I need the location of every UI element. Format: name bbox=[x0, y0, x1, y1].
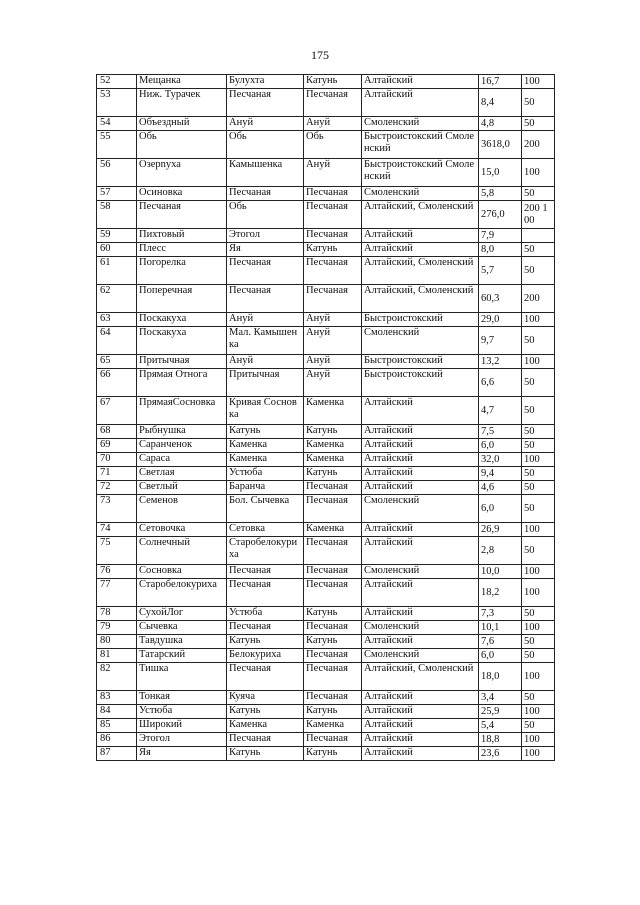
river-name-cell: Погорелка bbox=[137, 257, 227, 285]
row-number-cell: 57 bbox=[97, 187, 137, 201]
table-row bbox=[97, 649, 555, 663]
zone-width-cell: 50 bbox=[522, 425, 555, 439]
row-number-cell: 71 bbox=[97, 467, 137, 481]
flows-into-cell: Обь bbox=[227, 131, 304, 159]
length-km-cell: 4,6 bbox=[479, 481, 522, 495]
flows-into-cell: Песчаная bbox=[227, 89, 304, 117]
table-row bbox=[97, 243, 555, 257]
basin-river-cell: Ануй bbox=[304, 159, 362, 187]
basin-river-cell: Песчаная bbox=[304, 229, 362, 243]
zone-width-cell: 100 bbox=[522, 621, 555, 635]
district-cell: Алтайский bbox=[362, 467, 479, 481]
river-name-cell: Этогол bbox=[137, 733, 227, 747]
basin-river-cell: Песчаная bbox=[304, 649, 362, 663]
flows-into-cell: Каменка bbox=[227, 439, 304, 453]
flows-into-cell: Притычная bbox=[227, 369, 304, 397]
river-name-cell: Песчаная bbox=[137, 201, 227, 229]
row-number-cell: 67 bbox=[97, 397, 137, 425]
flows-into-cell: Каменка bbox=[227, 453, 304, 467]
row-number-cell: 62 bbox=[97, 285, 137, 313]
row-number-cell: 83 bbox=[97, 691, 137, 705]
basin-river-cell: Песчаная bbox=[304, 537, 362, 565]
row-number-cell: 86 bbox=[97, 733, 137, 747]
basin-river-cell: Катунь bbox=[304, 467, 362, 481]
table-row bbox=[97, 257, 555, 285]
zone-width-cell: 50 bbox=[522, 397, 555, 425]
river-name-cell: Семенов bbox=[137, 495, 227, 523]
district-cell: Алтайский, Смоленский bbox=[362, 257, 479, 285]
table-row bbox=[97, 733, 555, 747]
district-cell: Алтайский, Смоленский bbox=[362, 285, 479, 313]
district-cell: Алтайский bbox=[362, 229, 479, 243]
zone-width-cell: 100 bbox=[522, 453, 555, 467]
table-row bbox=[97, 635, 555, 649]
flows-into-cell: Баранча bbox=[227, 481, 304, 495]
district-cell: Алтайский bbox=[362, 537, 479, 565]
flows-into-cell: Камышенка bbox=[227, 159, 304, 187]
flows-into-cell: Обь bbox=[227, 201, 304, 229]
row-number-cell: 63 bbox=[97, 313, 137, 327]
district-cell: Алтайский bbox=[362, 397, 479, 425]
zone-width-cell: 50 bbox=[522, 369, 555, 397]
zone-width-cell: 50 bbox=[522, 607, 555, 621]
river-name-cell: Татарский bbox=[137, 649, 227, 663]
river-name-cell: Притычная bbox=[137, 355, 227, 369]
basin-river-cell: Ануй bbox=[304, 117, 362, 131]
length-km-cell: 18,2 bbox=[479, 579, 522, 607]
length-km-cell: 16,7 bbox=[479, 75, 522, 89]
row-number-cell: 53 bbox=[97, 89, 137, 117]
row-number-cell: 56 bbox=[97, 159, 137, 187]
table-row bbox=[97, 187, 555, 201]
district-cell: Алтайский bbox=[362, 481, 479, 495]
river-name-cell: Старобелокуриха bbox=[137, 579, 227, 607]
row-number-cell: 79 bbox=[97, 621, 137, 635]
district-cell: Быстроистокский bbox=[362, 355, 479, 369]
row-number-cell: 78 bbox=[97, 607, 137, 621]
row-number-cell: 55 bbox=[97, 131, 137, 159]
table-row bbox=[97, 201, 555, 229]
basin-river-cell: Песчаная bbox=[304, 285, 362, 313]
river-name-cell: Сычевка bbox=[137, 621, 227, 635]
zone-width-cell: 100 bbox=[522, 705, 555, 719]
river-name-cell: Рыбнушка bbox=[137, 425, 227, 439]
length-km-cell: 2,8 bbox=[479, 537, 522, 565]
district-cell: Алтайский bbox=[362, 733, 479, 747]
zone-width-cell: 50 bbox=[522, 439, 555, 453]
table-row bbox=[97, 313, 555, 327]
row-number-cell: 61 bbox=[97, 257, 137, 285]
district-cell: Смоленский bbox=[362, 327, 479, 355]
flows-into-cell: Катунь bbox=[227, 705, 304, 719]
flows-into-cell: Кривая Сосновка bbox=[227, 397, 304, 425]
district-cell: Алтайский bbox=[362, 579, 479, 607]
river-name-cell: Осиновка bbox=[137, 187, 227, 201]
river-name-cell: Светлый bbox=[137, 481, 227, 495]
basin-river-cell: Катунь bbox=[304, 243, 362, 257]
row-number-cell: 73 bbox=[97, 495, 137, 523]
river-name-cell: Сараса bbox=[137, 453, 227, 467]
length-km-cell: 15,0 bbox=[479, 159, 522, 187]
table-row bbox=[97, 719, 555, 733]
river-name-cell: Устюба bbox=[137, 705, 227, 719]
flows-into-cell: Песчаная bbox=[227, 621, 304, 635]
zone-width-cell: 50 bbox=[522, 327, 555, 355]
zone-width-cell: 50 bbox=[522, 495, 555, 523]
length-km-cell: 6,0 bbox=[479, 439, 522, 453]
row-number-cell: 66 bbox=[97, 369, 137, 397]
district-cell: Алтайский bbox=[362, 453, 479, 467]
table-row bbox=[97, 523, 555, 537]
district-cell: Смоленский bbox=[362, 621, 479, 635]
zone-width-cell: 50 bbox=[522, 243, 555, 257]
basin-river-cell: Катунь bbox=[304, 635, 362, 649]
length-km-cell: 4,7 bbox=[479, 397, 522, 425]
river-name-cell: Солнечный bbox=[137, 537, 227, 565]
district-cell: Алтайский bbox=[362, 89, 479, 117]
river-name-cell: Мещанка bbox=[137, 75, 227, 89]
table-row bbox=[97, 397, 555, 425]
district-cell: Быстроистокский Смоленский bbox=[362, 131, 479, 159]
length-km-cell: 7,9 bbox=[479, 229, 522, 243]
table-row bbox=[97, 285, 555, 313]
flows-into-cell: Куяча bbox=[227, 691, 304, 705]
length-km-cell: 6,6 bbox=[479, 369, 522, 397]
river-name-cell: Светлая bbox=[137, 467, 227, 481]
flows-into-cell: Каменка bbox=[227, 719, 304, 733]
row-number-cell: 81 bbox=[97, 649, 137, 663]
basin-river-cell: Песчаная bbox=[304, 691, 362, 705]
basin-river-cell: Каменка bbox=[304, 439, 362, 453]
table-row bbox=[97, 75, 555, 89]
length-km-cell: 32,0 bbox=[479, 453, 522, 467]
length-km-cell: 60,3 bbox=[479, 285, 522, 313]
flows-into-cell: Мал. Камышенка bbox=[227, 327, 304, 355]
river-name-cell: Тавдушка bbox=[137, 635, 227, 649]
length-km-cell: 10,1 bbox=[479, 621, 522, 635]
flows-into-cell: Этогол bbox=[227, 229, 304, 243]
flows-into-cell: Песчаная bbox=[227, 579, 304, 607]
district-cell: Алтайский bbox=[362, 691, 479, 705]
flows-into-cell: Песчаная bbox=[227, 663, 304, 691]
table-row bbox=[97, 453, 555, 467]
row-number-cell: 70 bbox=[97, 453, 137, 467]
basin-river-cell: Обь bbox=[304, 131, 362, 159]
flows-into-cell: Булухта bbox=[227, 75, 304, 89]
flows-into-cell: Ануй bbox=[227, 355, 304, 369]
length-km-cell: 4,8 bbox=[479, 117, 522, 131]
river-name-cell: ПрямаяСосновка bbox=[137, 397, 227, 425]
district-cell: Алтайский, Смоленский bbox=[362, 201, 479, 229]
row-number-cell: 69 bbox=[97, 439, 137, 453]
zone-width-cell: 50 bbox=[522, 467, 555, 481]
district-cell: Алтайский bbox=[362, 523, 479, 537]
length-km-cell: 5,7 bbox=[479, 257, 522, 285]
river-name-cell: Яя bbox=[137, 747, 227, 761]
river-name-cell: Пихтовый bbox=[137, 229, 227, 243]
flows-into-cell: Катунь bbox=[227, 747, 304, 761]
row-number-cell: 75 bbox=[97, 537, 137, 565]
row-number-cell: 68 bbox=[97, 425, 137, 439]
zone-width-cell: 100 bbox=[522, 565, 555, 579]
district-cell: Смоленский bbox=[362, 187, 479, 201]
basin-river-cell: Песчаная bbox=[304, 579, 362, 607]
river-name-cell: Ниж. Турачек bbox=[137, 89, 227, 117]
basin-river-cell: Песчаная bbox=[304, 495, 362, 523]
table-row bbox=[97, 537, 555, 565]
row-number-cell: 72 bbox=[97, 481, 137, 495]
district-cell: Алтайский bbox=[362, 747, 479, 761]
river-name-cell: Поперечная bbox=[137, 285, 227, 313]
flows-into-cell: Песчаная bbox=[227, 285, 304, 313]
district-cell: Алтайский bbox=[362, 635, 479, 649]
table-row bbox=[97, 663, 555, 691]
basin-river-cell: Песчаная bbox=[304, 733, 362, 747]
table-row bbox=[97, 565, 555, 579]
basin-river-cell: Песчаная bbox=[304, 621, 362, 635]
district-cell: Смоленский bbox=[362, 495, 479, 523]
length-km-cell: 3,4 bbox=[479, 691, 522, 705]
basin-river-cell: Каменка bbox=[304, 719, 362, 733]
zone-width-cell: 50 bbox=[522, 537, 555, 565]
river-name-cell: Озерnуха bbox=[137, 159, 227, 187]
row-number-cell: 60 bbox=[97, 243, 137, 257]
length-km-cell: 18,8 bbox=[479, 733, 522, 747]
river-name-cell: Поскакуха bbox=[137, 313, 227, 327]
zone-width-cell: 100 bbox=[522, 523, 555, 537]
length-km-cell: 25,9 bbox=[479, 705, 522, 719]
row-number-cell: 52 bbox=[97, 75, 137, 89]
table-row bbox=[97, 481, 555, 495]
flows-into-cell: Устюба bbox=[227, 467, 304, 481]
table-row bbox=[97, 89, 555, 117]
table-row bbox=[97, 117, 555, 131]
basin-river-cell: Каменка bbox=[304, 523, 362, 537]
zone-width-cell: 200 100 bbox=[522, 201, 555, 229]
table-row bbox=[97, 425, 555, 439]
basin-river-cell: Песчаная bbox=[304, 201, 362, 229]
row-number-cell: 84 bbox=[97, 705, 137, 719]
row-number-cell: 65 bbox=[97, 355, 137, 369]
district-cell: Алтайский bbox=[362, 607, 479, 621]
basin-river-cell: Катунь bbox=[304, 425, 362, 439]
table-row bbox=[97, 327, 555, 355]
zone-width-cell: 100 bbox=[522, 159, 555, 187]
table-row bbox=[97, 621, 555, 635]
district-cell: Алтайский bbox=[362, 75, 479, 89]
zone-width-cell bbox=[522, 229, 555, 243]
row-number-cell: 74 bbox=[97, 523, 137, 537]
district-cell: Быстроистокский Смоленский bbox=[362, 159, 479, 187]
basin-river-cell: Песчаная bbox=[304, 481, 362, 495]
row-number-cell: 59 bbox=[97, 229, 137, 243]
basin-river-cell: Песчаная bbox=[304, 257, 362, 285]
zone-width-cell: 100 bbox=[522, 733, 555, 747]
length-km-cell: 7,6 bbox=[479, 635, 522, 649]
table-row bbox=[97, 369, 555, 397]
table-row bbox=[97, 579, 555, 607]
row-number-cell: 64 bbox=[97, 327, 137, 355]
zone-width-cell: 100 bbox=[522, 579, 555, 607]
length-km-cell: 26,9 bbox=[479, 523, 522, 537]
zone-width-cell: 200 bbox=[522, 285, 555, 313]
length-km-cell: 10,0 bbox=[479, 565, 522, 579]
table-row bbox=[97, 705, 555, 719]
rivers-table bbox=[96, 74, 555, 761]
flows-into-cell: Старобелокуриха bbox=[227, 537, 304, 565]
zone-width-cell: 100 bbox=[522, 747, 555, 761]
length-km-cell: 276,0 bbox=[479, 201, 522, 229]
basin-river-cell: Ануй bbox=[304, 355, 362, 369]
flows-into-cell: Катунь bbox=[227, 635, 304, 649]
zone-width-cell: 100 bbox=[522, 313, 555, 327]
row-number-cell: 82 bbox=[97, 663, 137, 691]
district-cell: Смоленский bbox=[362, 649, 479, 663]
length-km-cell: 9,4 bbox=[479, 467, 522, 481]
river-name-cell: Прямая Отнога bbox=[137, 369, 227, 397]
table-row bbox=[97, 495, 555, 523]
length-km-cell: 5,4 bbox=[479, 719, 522, 733]
district-cell: Алтайский bbox=[362, 705, 479, 719]
district-cell: Быстроистокский bbox=[362, 313, 479, 327]
flows-into-cell: Ануй bbox=[227, 313, 304, 327]
flows-into-cell: Белокуриха bbox=[227, 649, 304, 663]
river-name-cell: Поскакуха bbox=[137, 327, 227, 355]
basin-river-cell: Катунь bbox=[304, 747, 362, 761]
flows-into-cell: Устюба bbox=[227, 607, 304, 621]
district-cell: Быстроистокский bbox=[362, 369, 479, 397]
zone-width-cell: 200 bbox=[522, 131, 555, 159]
table-row bbox=[97, 747, 555, 761]
length-km-cell: 8,0 bbox=[479, 243, 522, 257]
length-km-cell: 18,0 bbox=[479, 663, 522, 691]
basin-river-cell: Ануй bbox=[304, 313, 362, 327]
basin-river-cell: Катунь bbox=[304, 607, 362, 621]
district-cell: Алтайский, Смоленский bbox=[362, 663, 479, 691]
zone-width-cell: 50 bbox=[522, 649, 555, 663]
flows-into-cell: Бол. Сычевка bbox=[227, 495, 304, 523]
district-cell: Алтайский bbox=[362, 439, 479, 453]
flows-into-cell: Песчаная bbox=[227, 257, 304, 285]
row-number-cell: 85 bbox=[97, 719, 137, 733]
river-name-cell: Широкий bbox=[137, 719, 227, 733]
zone-width-cell: 50 bbox=[522, 481, 555, 495]
district-cell: Алтайский bbox=[362, 425, 479, 439]
length-km-cell: 23,6 bbox=[479, 747, 522, 761]
river-name-cell: СухойЛог bbox=[137, 607, 227, 621]
length-km-cell: 7,5 bbox=[479, 425, 522, 439]
table-row bbox=[97, 467, 555, 481]
table-row bbox=[97, 607, 555, 621]
rivers-table-body bbox=[97, 75, 555, 761]
row-number-cell: 58 bbox=[97, 201, 137, 229]
flows-into-cell: Катунь bbox=[227, 425, 304, 439]
basin-river-cell: Песчаная bbox=[304, 187, 362, 201]
table-row bbox=[97, 131, 555, 159]
flows-into-cell: Песчаная bbox=[227, 187, 304, 201]
district-cell: Смоленский bbox=[362, 565, 479, 579]
length-km-cell: 6,0 bbox=[479, 495, 522, 523]
district-cell: Алтайский bbox=[362, 243, 479, 257]
basin-river-cell: Песчаная bbox=[304, 565, 362, 579]
basin-river-cell: Катунь bbox=[304, 705, 362, 719]
row-number-cell: 87 bbox=[97, 747, 137, 761]
zone-width-cell: 50 bbox=[522, 187, 555, 201]
river-name-cell: Обь bbox=[137, 131, 227, 159]
basin-river-cell: Песчаная bbox=[304, 89, 362, 117]
zone-width-cell: 100 bbox=[522, 75, 555, 89]
row-number-cell: 80 bbox=[97, 635, 137, 649]
length-km-cell: 3618,0 bbox=[479, 131, 522, 159]
table-row bbox=[97, 691, 555, 705]
river-name-cell: Тонкая bbox=[137, 691, 227, 705]
zone-width-cell: 100 bbox=[522, 355, 555, 369]
flows-into-cell: Яя bbox=[227, 243, 304, 257]
row-number-cell: 54 bbox=[97, 117, 137, 131]
length-km-cell: 29,0 bbox=[479, 313, 522, 327]
basin-river-cell: Каменка bbox=[304, 397, 362, 425]
river-name-cell: Тишка bbox=[137, 663, 227, 691]
river-name-cell: Сетовочка bbox=[137, 523, 227, 537]
row-number-cell: 77 bbox=[97, 579, 137, 607]
zone-width-cell: 50 bbox=[522, 635, 555, 649]
district-cell: Алтайский bbox=[362, 719, 479, 733]
length-km-cell: 8,4 bbox=[479, 89, 522, 117]
page-number: 175 bbox=[311, 48, 329, 62]
zone-width-cell: 50 bbox=[522, 691, 555, 705]
table-row bbox=[97, 159, 555, 187]
river-name-cell: Объездный bbox=[137, 117, 227, 131]
basin-river-cell: Ануй bbox=[304, 369, 362, 397]
length-km-cell: 6,0 bbox=[479, 649, 522, 663]
river-name-cell: Сосновка bbox=[137, 565, 227, 579]
table-row bbox=[97, 229, 555, 243]
zone-width-cell: 50 bbox=[522, 117, 555, 131]
table-row bbox=[97, 355, 555, 369]
zone-width-cell: 50 bbox=[522, 719, 555, 733]
river-name-cell: Саранченок bbox=[137, 439, 227, 453]
table-row bbox=[97, 439, 555, 453]
zone-width-cell: 50 bbox=[522, 257, 555, 285]
basin-river-cell: Песчаная bbox=[304, 663, 362, 691]
basin-river-cell: Катунь bbox=[304, 75, 362, 89]
length-km-cell: 5,8 bbox=[479, 187, 522, 201]
length-km-cell: 13,2 bbox=[479, 355, 522, 369]
length-km-cell: 7,3 bbox=[479, 607, 522, 621]
zone-width-cell: 50 bbox=[522, 89, 555, 117]
zone-width-cell: 100 bbox=[522, 663, 555, 691]
flows-into-cell: Песчаная bbox=[227, 733, 304, 747]
flows-into-cell: Ануй bbox=[227, 117, 304, 131]
row-number-cell: 76 bbox=[97, 565, 137, 579]
basin-river-cell: Ануй bbox=[304, 327, 362, 355]
flows-into-cell: Сетовка bbox=[227, 523, 304, 537]
district-cell: Смоленский bbox=[362, 117, 479, 131]
length-km-cell: 9,7 bbox=[479, 327, 522, 355]
river-name-cell: Плесс bbox=[137, 243, 227, 257]
basin-river-cell: Каменка bbox=[304, 453, 362, 467]
flows-into-cell: Песчаная bbox=[227, 565, 304, 579]
